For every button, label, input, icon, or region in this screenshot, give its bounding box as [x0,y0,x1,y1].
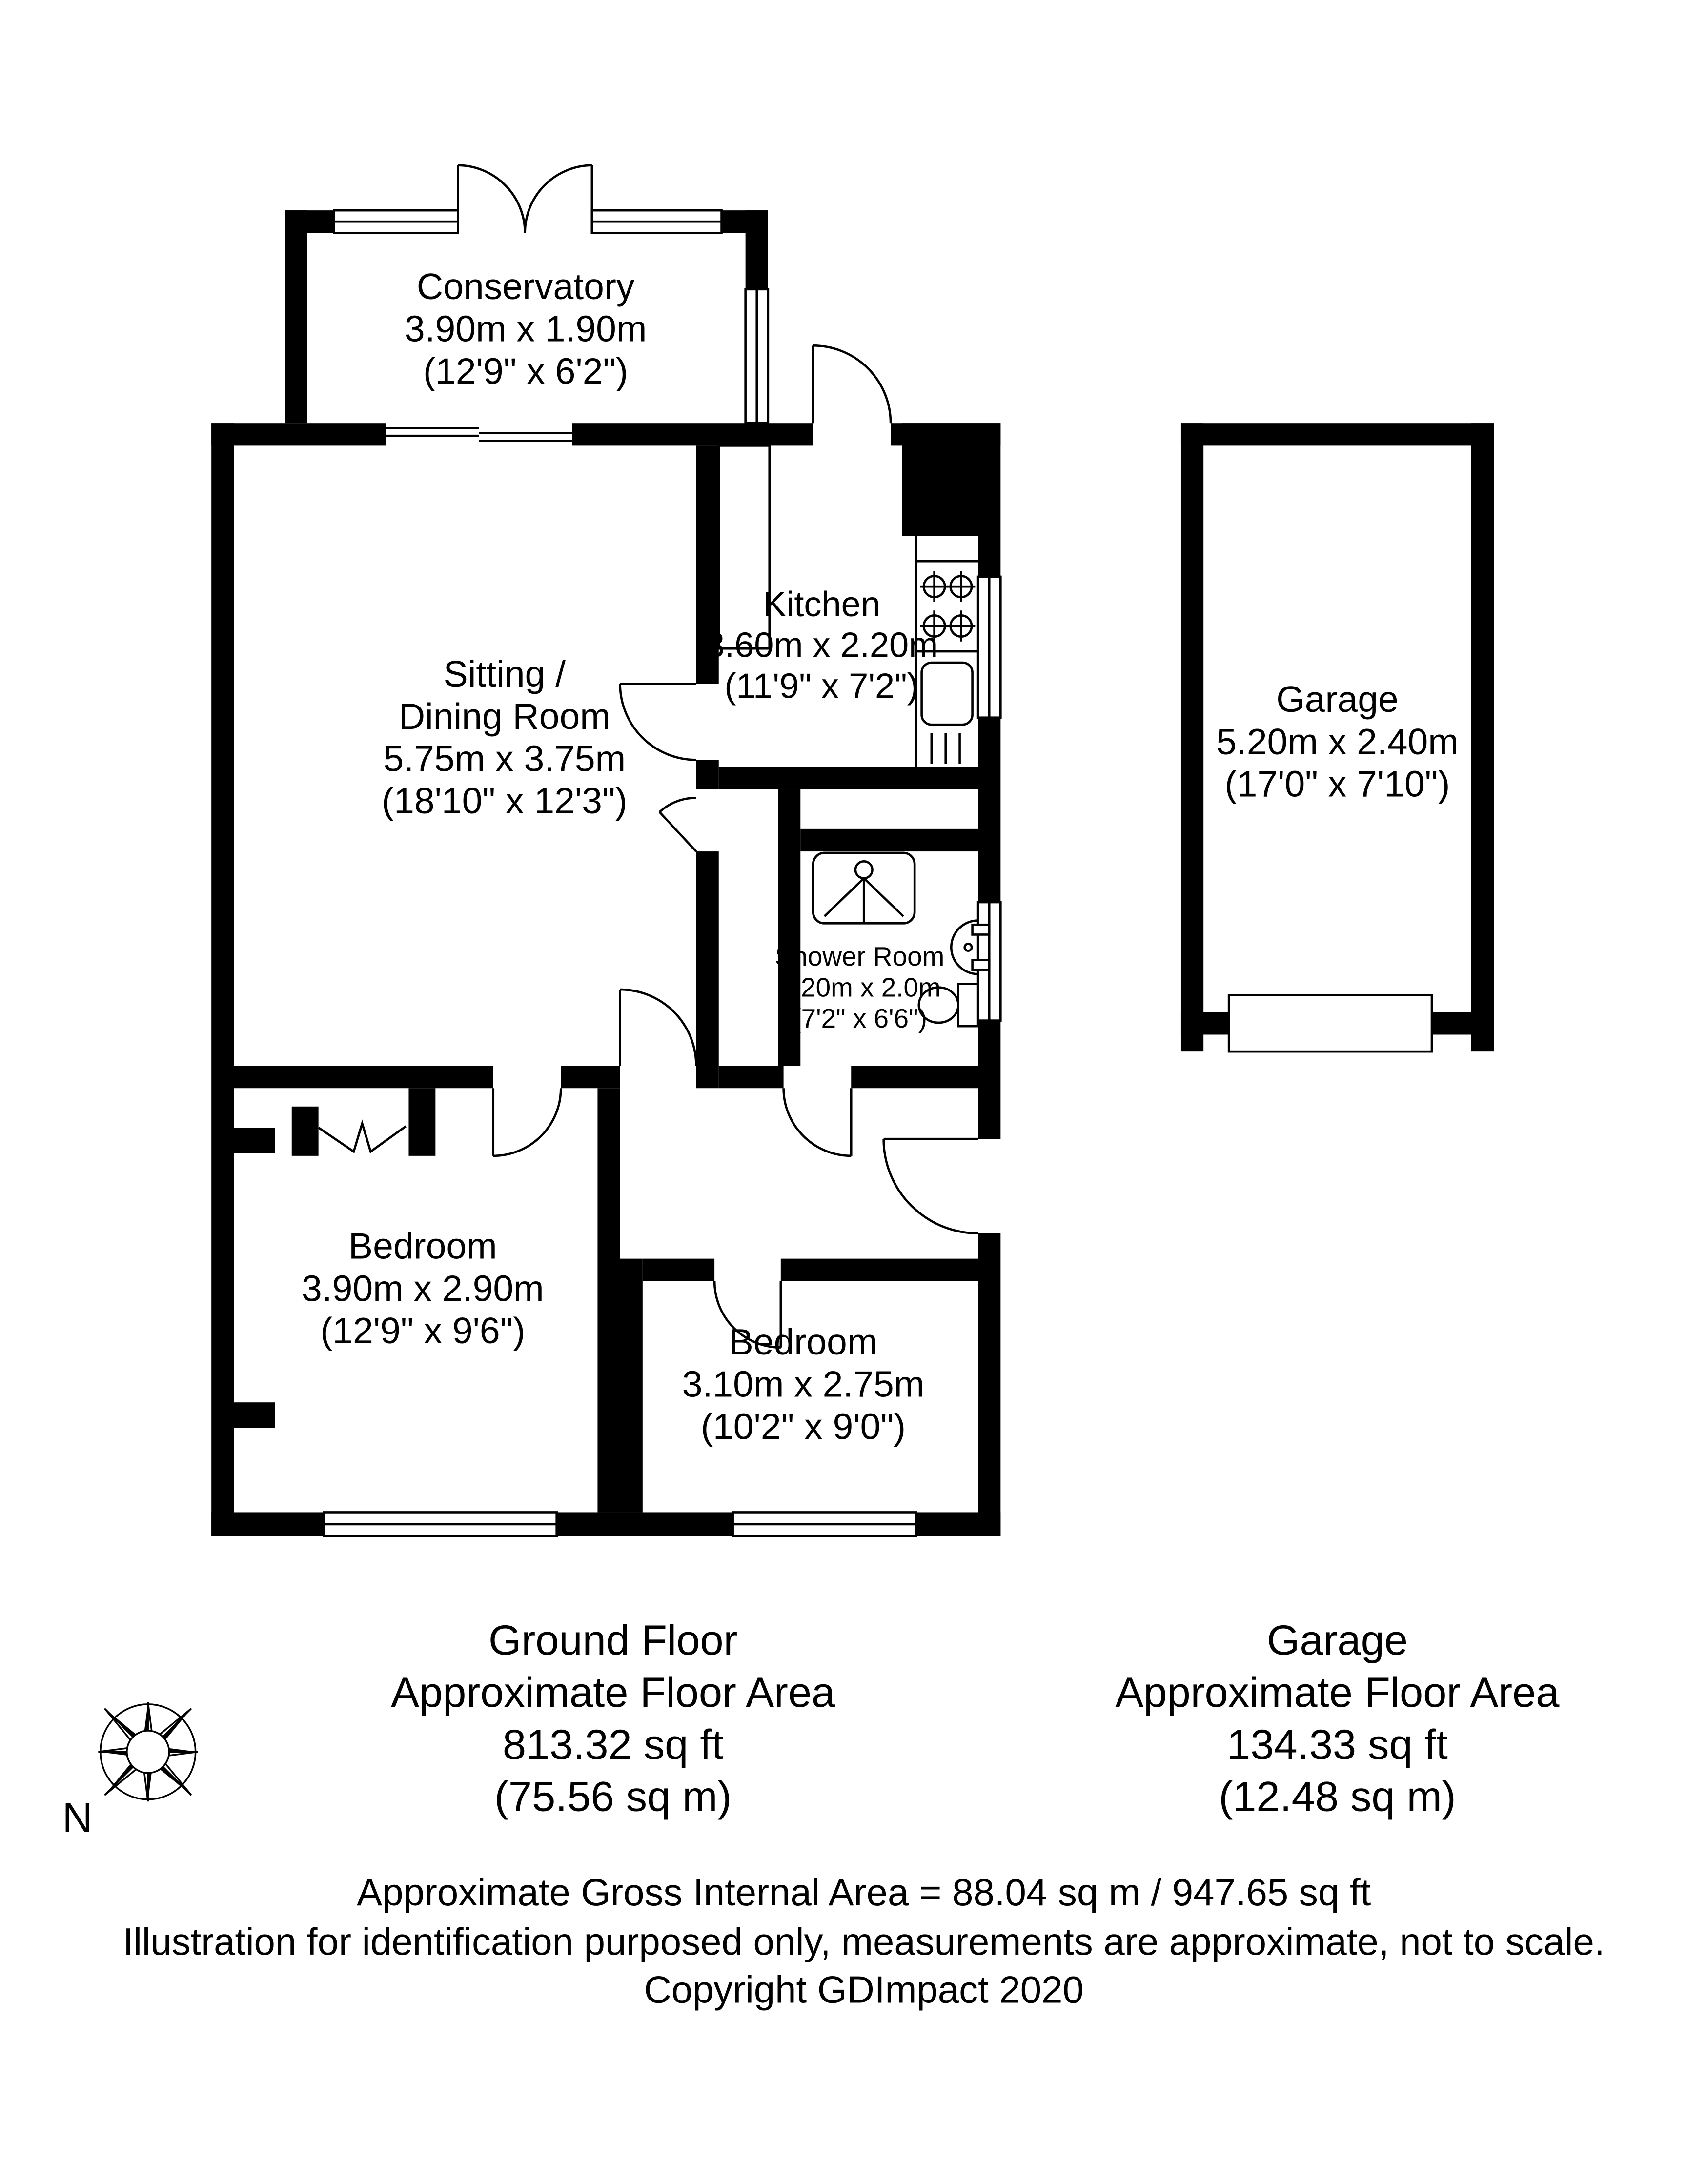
bedroom1-dims-ft: (12'9" x 9'6") [320,1310,526,1351]
ground-floor-subtitle: Approximate Floor Area [391,1669,835,1716]
kitchen-window [978,577,1000,718]
footer-disclaimer: Illustration for identification purposed only, measurements are approximate, not to scale. [122,1920,1605,1963]
shower-tray-icon [813,853,915,923]
bedroom1-dims-m: 3.90m x 2.90m [302,1268,544,1309]
shower-room-door [784,1088,852,1156]
garage-area-block [1116,1617,1560,1820]
sitting-room-label-line1: Sitting / [443,653,566,695]
kitchen-label: Kitchen [763,585,880,624]
kitchen-dims-m: 3.60m x 2.20m [705,626,938,665]
bedroom2-dims-m: 3.10m x 2.75m [682,1363,925,1405]
closet-bifold-icon [319,1123,406,1152]
ground-floor-area-block [391,1617,835,1820]
conservatory-dims-m: 3.90m x 1.90m [404,308,647,349]
garage-area-subtitle: Approximate Floor Area [1115,1669,1560,1716]
garage-dims-ft: (17'0" x 7'10") [1224,763,1450,805]
french-doors [458,165,592,233]
sitting-room-label-line2: Dining Room [398,695,610,737]
garage-area-sqm: (12.48 sq m) [1219,1773,1456,1820]
garage-label: Garage [1276,679,1399,720]
sitting-room-dims-ft: (18'10" x 12'3") [382,780,628,822]
sitting-room-dims-m: 5.75m x 3.75m [383,738,626,779]
kitchen-back-door [813,345,891,423]
footer-copyright: Copyright GDImpact 2020 [644,1968,1084,2011]
footer [123,1871,1605,2011]
ground-floor-plan [211,165,1000,1536]
garage-area-title: Garage [1267,1617,1408,1664]
ground-floor-sqft: 813.32 sq ft [502,1721,724,1768]
kitchen-internal-door [620,684,696,760]
front-door [884,1139,978,1233]
bedroom1-window [324,1512,556,1536]
bedroom1-door [493,1088,561,1156]
conservatory-window-top-right [592,210,722,233]
shower-room-dims-ft: (7'2" x 6'6") [792,1003,927,1034]
garage-door [1229,995,1432,1052]
cupboard-door [659,798,696,851]
shower-room-dims-m: 2.20m x 2.0m [778,972,941,1003]
garage-area-sqft: 134.33 sq ft [1227,1721,1448,1768]
footer-gross-area: Approximate Gross Internal Area = 88.04 sq m / 947.65 sq ft [357,1871,1371,1914]
kitchen-dims-ft: (11'9" x 7'2") [724,667,919,706]
bedroom1-label: Bedroom [348,1225,497,1267]
sitting-room-door [620,990,696,1066]
bedroom2-dims-ft: (10'2" x 9'0") [701,1406,906,1447]
ground-floor-title: Ground Floor [488,1617,738,1664]
patio-opening-left [386,423,479,445]
conservatory-window-top-left [334,210,458,233]
conservatory-label: Conservatory [416,266,635,307]
conservatory-dims-ft: (12'9" x 6'2") [423,350,629,392]
compass-rose-icon [98,1702,198,1802]
patio-opening-right [479,423,572,445]
shower-room-label: Shower Room [774,941,945,971]
garage-dims-m: 5.20m x 2.40m [1216,721,1459,762]
conservatory-window-right [746,289,768,423]
ground-floor-sqm: (75.56 sq m) [494,1773,732,1820]
sink-icon [922,663,973,764]
garage-plan [1181,423,1494,1051]
bedroom2-window [733,1512,916,1536]
compass-north-label: N [62,1794,93,1841]
bedroom2-label: Bedroom [729,1321,878,1363]
